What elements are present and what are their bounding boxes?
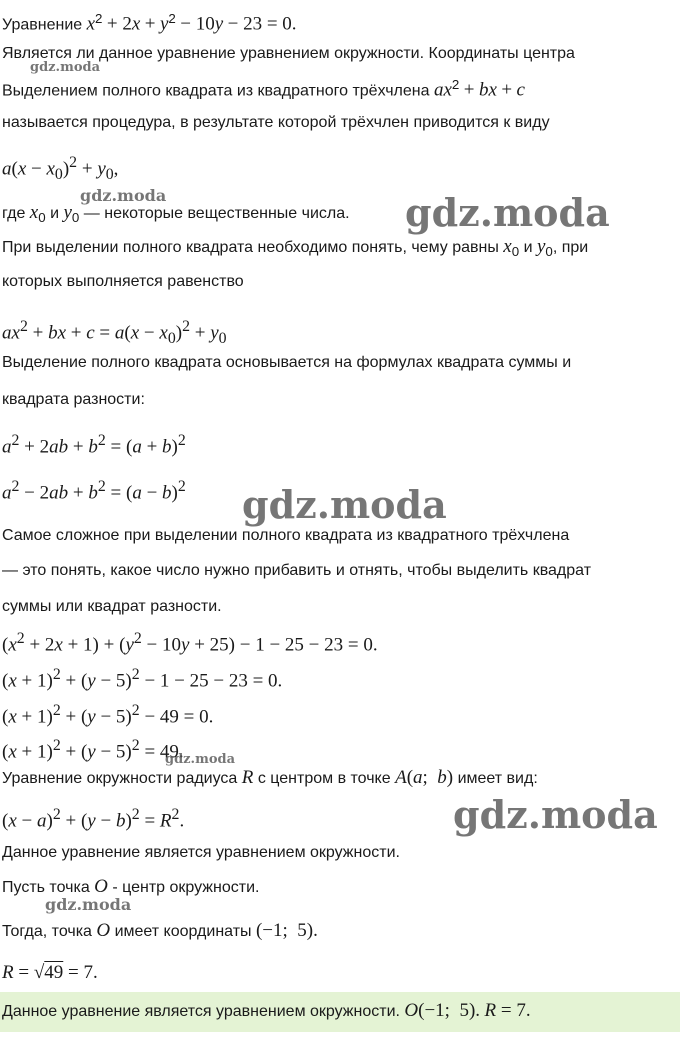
math-line-9: $ax^2$ + bx + $c = a(x - x_0)^2 + y_0$ — [2, 318, 227, 348]
text-line-2: Является ли данное уравнение уравнением окружности. Координаты центра — [2, 45, 575, 62]
text-line-11: квадрата разности: — [2, 391, 145, 408]
watermark: gdz.moda — [80, 186, 167, 205]
math-line-22: $(x - a)^2 + (y - b)^2 = R^2$. — [2, 806, 185, 832]
text-line-6: где $x_0$ и $y_0$ — некоторые вещественные числа. — [2, 202, 350, 226]
watermark: gdz.moda — [405, 190, 610, 235]
watermark: gdz.moda — [453, 792, 658, 837]
text-line-16: суммы или квадрат разности. — [2, 598, 222, 615]
watermark: gdz.moda — [30, 60, 101, 75]
math-line-13: $a^2 - 2ab + b^2 = (a - b)^2$ — [2, 478, 186, 504]
math-line-18: $(x + 1)^2 + (y - 5)^2 - 1 - 25 - 23 = 0$. — [2, 666, 283, 692]
text-line-25: Тогда, точка O имеет координаты (−1; 5). — [2, 920, 318, 941]
text-line-23: Данное уравнение является уравнением окружности. — [2, 844, 400, 861]
text-line-10: Выделение полного квадрата основывается на формулах квадрата суммы и — [2, 354, 572, 371]
math-line-19: $(x + 1)^2 + (y - 5)^2 - 49 = 0$. — [2, 702, 214, 728]
text-line-7: При выделении полного квадрата необходимо понять, чему равны $x_0$ и $y_0$, при — [2, 236, 589, 260]
text-line-14: Самое сложное при выделении полного квадрата из квадратного трёхчлена — [2, 527, 570, 544]
watermark: gdz.moda — [45, 895, 132, 914]
text-line-21: Уравнение окружности радиуса R с центром в точке A(a; b) имеет вид: — [2, 767, 538, 788]
watermark: gdz.moda — [242, 482, 447, 527]
text-line-15: — это понять, какое число нужно прибавить и отнять, чтобы выделить квадрат — [2, 562, 592, 579]
text-line-1: Уравнение $x^2 + 2x + y^2 - 10y - 23 = 0$. — [2, 11, 297, 35]
math-line-20: $(x + 1)^2 + (y - 5)^2 = 49$. — [2, 737, 184, 763]
math-line-5: $a(x - x_0)^2 + y_0$, — [2, 154, 119, 184]
text-line-24: Пусть точка O - центр окружности. — [2, 876, 260, 897]
text-line-8: которых выполняется равенство — [2, 273, 244, 290]
text-line-3: Выделением полного квадрата из квадратного трёхчлена $ax^2$ + bx + c — [2, 77, 525, 101]
text-line-4: называется процедура, в результате которой трёхчлен приводится к виду — [2, 114, 550, 131]
math-line-17: $(x^2 + 2x + 1) + (y^2 - 10y + 25) - 1 - 25 - 23 = 0$. — [2, 630, 378, 656]
math-line-26: R = √49 = 7. — [2, 962, 98, 983]
watermark: gdz.moda — [165, 752, 236, 767]
answer-line: Данное уравнение является уравнением окружности. O(−1; 5). R = 7. — [2, 1000, 531, 1021]
math-line-12: $a^2 + 2ab + b^2 = (a + b)^2$ — [2, 432, 186, 458]
